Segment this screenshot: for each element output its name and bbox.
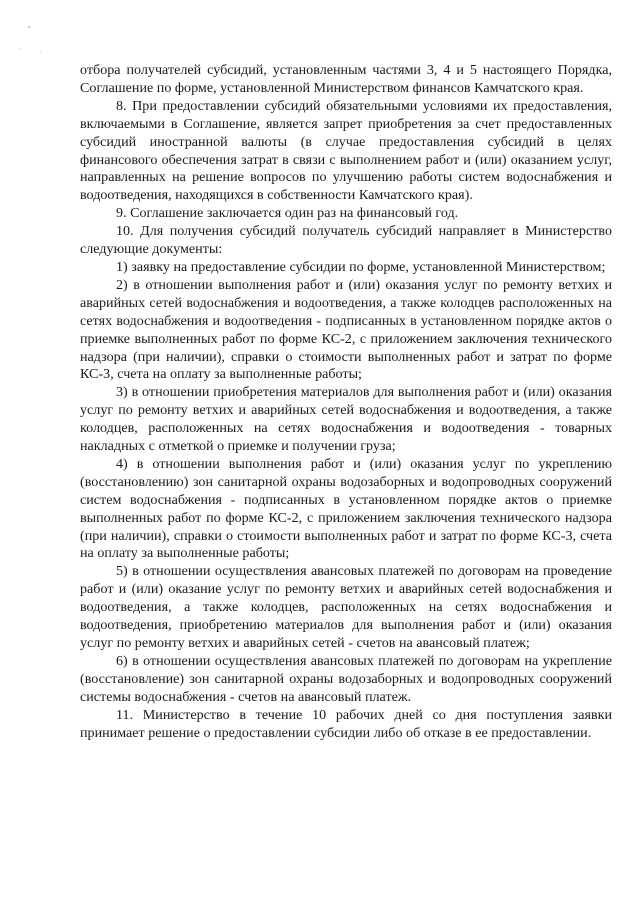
paragraph-subitem-4: 4) в отношении выполнения работ и (или) оказания услуг по укреплению (восстановлению) зон санитарной охраны водозаборных и водопроводных сооружений систем водоснабжения - подписанных в установленном порядке актов о приемке выполненных работ по форме КС-2, с приложением заключения технического надзора (при наличии), справки о стоимости выполненных работ и затрат по форме КС-3, счета на оплату за выполненные работы; <box>80 455 612 562</box>
document-page <box>80 62 612 742</box>
paragraph-subitem-3: 3) в отношении приобретения материалов для выполнения работ и (или) оказания услуг по ремонту ветхих и аварийных сетей водоснабжения и водоотведения, а также колодцев, расположенных на сетях водоснабжения и водоотведения - товарных накладных с отметкой о приемке и получении груза; <box>80 384 612 455</box>
scan-speck <box>40 52 41 53</box>
scan-specks <box>18 22 58 62</box>
paragraph-subitem-5: 5) в отношении осуществления авансовых платежей по договорам на проведение работ и (или) оказание услуг по ремонту ветхих и аварийных сетей водоснабжения и водоотведения, а также колодцев, расположенных на сетях водоснабжения и водоотведения, приобретению материалов для выполнения работ и (или) оказания услуг по ремонту ветхих и аварийных сетей - счетов на авансовый платеж; <box>80 563 612 651</box>
paragraph-subitem-1: 1) заявку на предоставление субсидии по форме, установленной Министерством; <box>116 258 606 275</box>
paragraph-item-10: 10. Для получения субсидий получатель субсидий направляет в Министерство следующие документы: <box>80 223 612 258</box>
paragraph-item-9: 9. Соглашение заключается один раз на финансовый год. <box>116 205 459 222</box>
paragraph-subitem-2: 2) в отношении выполнения работ и (или) оказания услуг по ремонту ветхих и аварийных сетей водоснабжения и водоотведения, а также колодцев расположенных на сетях водоснабжения и водоотведения - подписанных в установленном порядке актов о приемке выполненных работ по форме КС-2, с приложением заключения технического надзора (при наличии), справки о стоимости выполненных работ и затрат по форме КС-3, счета на оплату за выполненные работы; <box>80 276 612 383</box>
paragraph-item-11: 11. Министерство в течение 10 рабочих дней со дня поступления заявки принимает решение о предоставлении субсидии либо об отказе в ее предоставлении. <box>80 706 612 741</box>
scan-speck <box>28 26 30 28</box>
paragraph-continuation: отбора получателей субсидий, установленным частями 3, 4 и 5 настоящего Порядка, Соглашение по форме, установленной Министерством финансов Камчатского края. <box>80 62 612 96</box>
paragraph-item-8: 8. При предоставлении субсидий обязательными условиями их предоставления, включаемыми в Соглашение, является запрет приобретения за счет предоставленных субсидий иностранной валюты (в случае предоставления субсидий в целях финансового обеспечения затрат в связи с выполнением работ и (или) оказанием услуг, направленных на решение вопросов по улучшению работы систем водоснабжения и водоотведения, находящихся в собственности Камчатского края). <box>80 97 612 204</box>
paragraph-subitem-6: 6) в отношении осуществления авансовых платежей по договорам на укрепление (восстановление) зон санитарной охраны водозаборных и водопроводных сооружений системы водоснабжения - счетов на авансовый платеж. <box>80 652 612 705</box>
scan-speck <box>20 48 21 49</box>
